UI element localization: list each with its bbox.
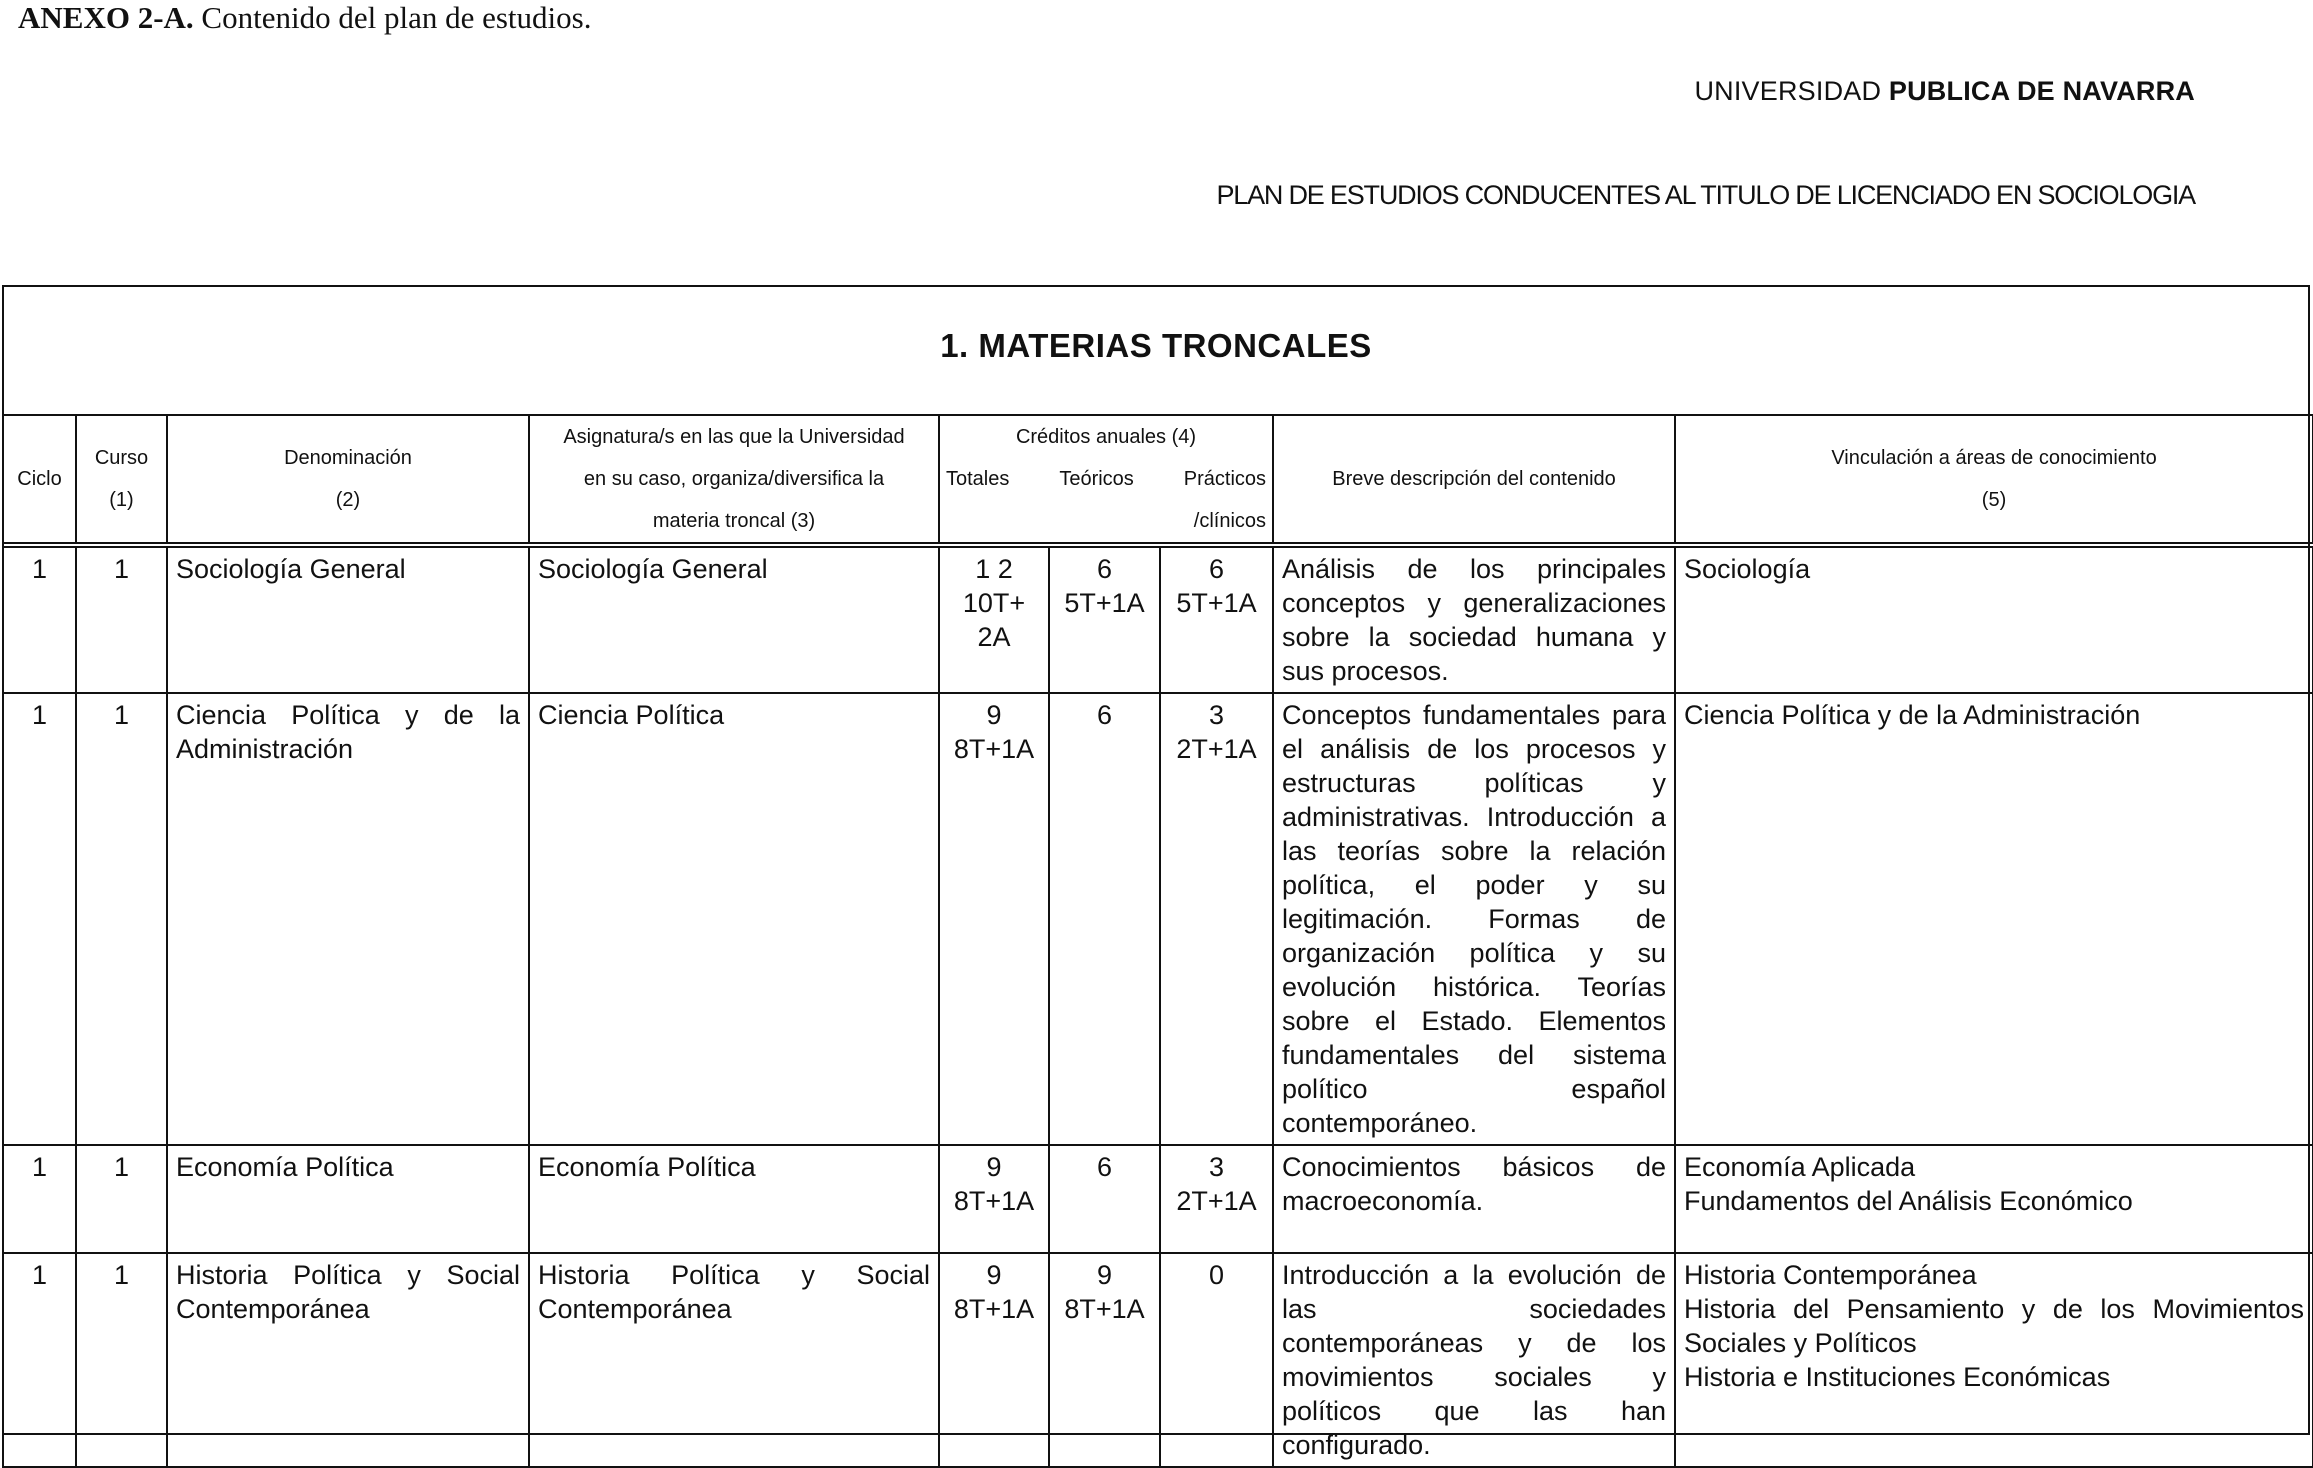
university-prefix: UNIVERSIDAD	[1694, 76, 1889, 106]
col-denominacion-note: (2)	[335, 489, 361, 511]
cell-teoricos-line: 6	[1096, 700, 1113, 730]
header-row	[3, 415, 2313, 545]
cell-vinculacion-line: Fundamentos del Análisis Económico	[1684, 1186, 2133, 1216]
table-row	[3, 1253, 2313, 1467]
col-asignatura-line-3: materia troncal (3)	[652, 510, 816, 532]
annex-heading	[18, 0, 591, 36]
plan-title: PLAN DE ESTUDIOS CONDUCENTES AL TITULO DE LICENCIADO EN SOCIOLOGIA	[1216, 180, 2195, 210]
cell-denominacion: Sociología General	[167, 545, 529, 693]
cell-totales	[939, 1145, 1049, 1253]
cell-practicos-line: 2T+1A	[1176, 734, 1257, 764]
cell-totales-line: 8T+1A	[953, 734, 1035, 764]
cell-denominacion: Historia Política y Social Contemporánea	[167, 1253, 529, 1467]
cell-totales	[939, 693, 1049, 1145]
cell-practicos-line: 3	[1208, 1152, 1225, 1182]
col-asignatura-line-1: Asignatura/s en las que la Universidad	[563, 426, 905, 448]
cell-ciclo: 1	[3, 1253, 76, 1467]
annex-label: ANEXO 2-A.	[18, 0, 194, 35]
table-row	[3, 1145, 2313, 1253]
cell-teoricos-line: 9	[1096, 1260, 1113, 1290]
col-ciclo: Ciclo	[3, 415, 76, 545]
cell-asignatura: Ciencia Política	[529, 693, 939, 1145]
col-creditos-subheaders	[944, 458, 1268, 500]
cell-totales-line: 8T+1A	[953, 1294, 1035, 1324]
cell-practicos	[1160, 1145, 1273, 1253]
cell-totales	[939, 1253, 1049, 1467]
cell-vinculacion-line: Sociología	[1684, 554, 1811, 584]
cell-practicos-line: 2T+1A	[1176, 1186, 1257, 1216]
cell-ciclo: 1	[3, 1145, 76, 1253]
cell-totales-line: 9	[986, 1152, 1002, 1182]
col-asignatura-line-2: en su caso, organiza/diversifica la	[583, 468, 885, 490]
cell-teoricos	[1049, 1253, 1160, 1467]
col-curso-note: (1)	[109, 489, 134, 511]
cell-curso: 1	[76, 1145, 167, 1253]
col-curso-line: Curso	[94, 447, 149, 469]
cell-denominacion: Ciencia Política y de la Administración	[167, 693, 529, 1145]
cell-descripcion: Conceptos fundamentales para el análisis de los procesos y estructuras políticas y administrativas. Introducción a las teorías sobre la relación política, el poder y su legitimación. Formas de organización política y su evolución histórica. Teorías sobre el Estado. Elementos fundamentales del sistema político español contemporáneo.	[1273, 693, 1675, 1145]
col-vinculacion-note: (5)	[1981, 489, 2007, 511]
col-creditos-label: Créditos anuales (4)	[1015, 426, 1197, 448]
cell-vinculacion-line: Historia del Pensamiento y de los Movimientos Sociales y Políticos	[1684, 1294, 2305, 1358]
cell-vinculacion-line: Historia Contemporánea	[1684, 1260, 1977, 1290]
section-title: 1. MATERIAS TRONCALES	[940, 327, 1372, 364]
cell-teoricos-line: 8T+1A	[1064, 1294, 1145, 1324]
cell-teoricos	[1049, 693, 1160, 1145]
cell-asignatura: Sociología General	[529, 545, 939, 693]
cell-curso: 1	[76, 1253, 167, 1467]
cell-vinculacion-line: Economía Aplicada	[1684, 1152, 1916, 1182]
cell-vinculacion	[1675, 693, 2313, 1145]
cell-descripcion: Conocimientos básicos de macroeconomía.	[1273, 1145, 1675, 1253]
cell-ciclo: 1	[3, 545, 76, 693]
cell-curso: 1	[76, 545, 167, 693]
cell-practicos-line: 0	[1208, 1260, 1225, 1290]
cell-totales-line: 8T+1A	[953, 1186, 1035, 1216]
cell-teoricos-line: 6	[1096, 554, 1113, 584]
university-heading	[1694, 76, 2195, 107]
cell-vinculacion-line: Historia e Instituciones Económicas	[1684, 1362, 2111, 1392]
cell-descripcion: Introducción a la evolución de las sociedades contemporáneas y de los movimientos sociales y políticos que las han configurado.	[1273, 1253, 1675, 1467]
cell-teoricos-line: 6	[1096, 1152, 1113, 1182]
cell-practicos-line: 6	[1208, 554, 1225, 584]
annex-text: Contenido del plan de estudios.	[193, 0, 592, 35]
cell-totales-line: 1 2	[975, 554, 1013, 584]
col-curso	[76, 415, 167, 545]
cell-vinculacion-line: Ciencia Política y de la Administración	[1684, 700, 2141, 730]
col-creditos	[939, 415, 1273, 545]
cell-practicos-line: 5T+1A	[1176, 588, 1257, 618]
cell-totales-line: 9	[986, 700, 1002, 730]
col-descripcion: Breve descripción del contenido	[1273, 415, 1675, 545]
cell-descripcion: Análisis de los principales conceptos y generalizaciones sobre la sociedad humana y sus procesos.	[1273, 545, 1675, 693]
col-denominacion-line: Denominación	[284, 447, 412, 469]
materias-table	[2, 414, 2313, 1468]
materias-frame	[2, 285, 2310, 1460]
cell-practicos	[1160, 545, 1273, 693]
cell-curso: 1	[76, 693, 167, 1145]
cell-totales-line: 2A	[977, 622, 1011, 652]
cell-vinculacion	[1675, 1145, 2313, 1253]
university-name: PUBLICA DE NAVARRA	[1888, 76, 2195, 106]
col-practicos-suffix: /clínicos	[1193, 510, 1267, 532]
col-denominacion	[167, 415, 529, 545]
cell-totales-line: 9	[986, 1260, 1002, 1290]
table-row	[3, 693, 2313, 1145]
cell-vinculacion	[1675, 545, 2313, 693]
col-teoricos: Teóricos	[1059, 468, 1134, 490]
cell-vinculacion	[1675, 1253, 2313, 1467]
col-vinculacion-line: Vinculación a áreas de conocimiento	[1831, 447, 2157, 469]
cell-practicos-line: 3	[1208, 700, 1225, 730]
cell-ciclo: 1	[3, 693, 76, 1145]
cell-practicos	[1160, 1253, 1273, 1467]
cell-denominacion: Economía Política	[167, 1145, 529, 1253]
cell-asignatura: Historia Política y Social Contemporánea	[529, 1253, 939, 1467]
col-vinculacion	[1675, 415, 2313, 545]
col-practicos: Prácticos	[1183, 468, 1267, 490]
col-asignatura	[529, 415, 939, 545]
cell-teoricos	[1049, 1145, 1160, 1253]
col-totales: Totales	[946, 468, 1010, 490]
table-row	[3, 545, 2313, 693]
cell-teoricos	[1049, 545, 1160, 693]
cell-asignatura: Economía Política	[529, 1145, 939, 1253]
cell-teoricos-line: 5T+1A	[1064, 588, 1145, 618]
cell-totales	[939, 545, 1049, 693]
cell-practicos	[1160, 693, 1273, 1145]
cell-totales-line: 10T+	[962, 588, 1026, 618]
